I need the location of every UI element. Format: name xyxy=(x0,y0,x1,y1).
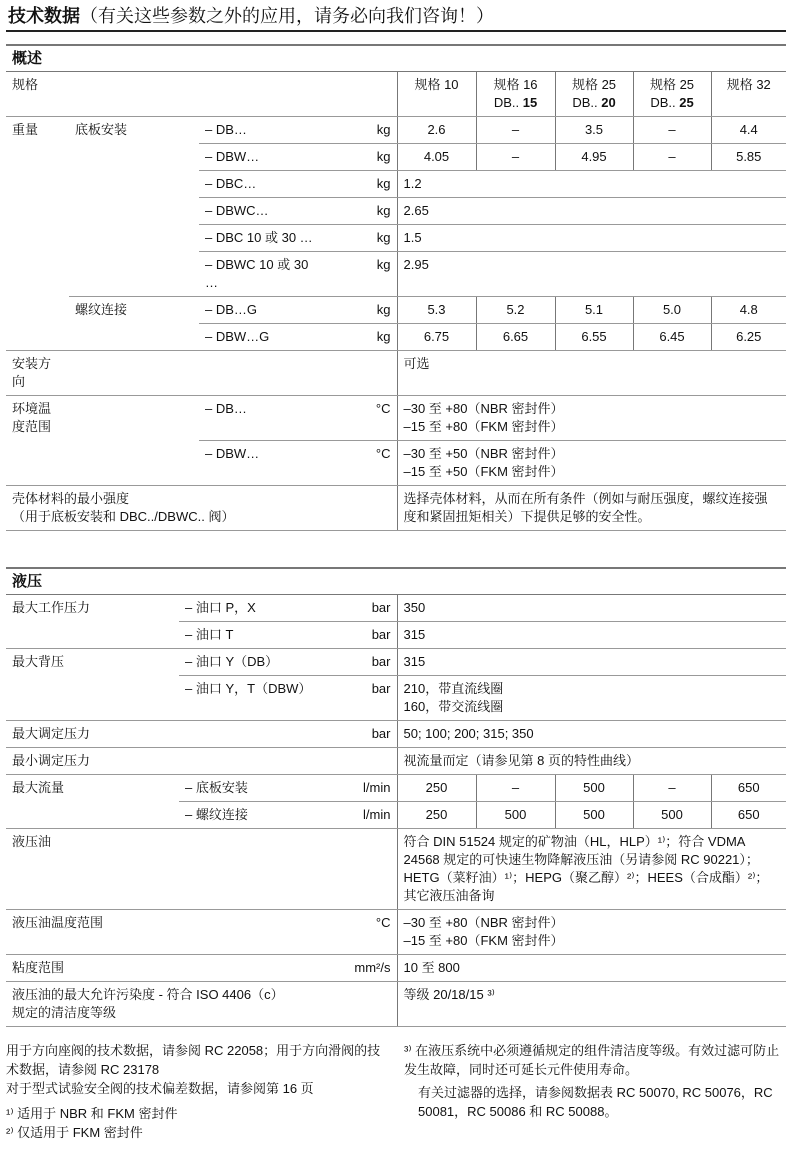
row-sublabel xyxy=(179,955,329,982)
unit-cell xyxy=(329,748,397,775)
value-cell: – xyxy=(633,144,711,171)
row-variant: – DBC 10 或 30 … xyxy=(199,225,329,252)
spec-column-header: 规格 25 DB.. 25 xyxy=(633,72,711,117)
row-sublabel xyxy=(69,252,199,297)
unit-cell: kg xyxy=(329,324,397,351)
spec-column-header: 规格 16 DB.. 15 xyxy=(476,72,555,117)
unit-cell: kg xyxy=(329,144,397,171)
footnotes-left xyxy=(6,1041,391,1142)
table-row xyxy=(6,721,786,748)
row-variant: – DB… xyxy=(199,117,329,144)
value-cell: 1.5 xyxy=(397,225,786,252)
spec-label: 规格 xyxy=(6,72,329,117)
value-cell: 210，带直流线圈 160，带交流线圈 xyxy=(397,676,786,721)
unit-cell xyxy=(329,486,397,531)
unit-cell: bar xyxy=(329,622,397,649)
row-label: 液压油的最大允许污染度 - 符合 ISO 4406（c） 规定的清洁度等级 xyxy=(6,982,329,1027)
row-sublabel: – 油口 T xyxy=(179,622,329,649)
row-sublabel: – 底板安装 xyxy=(179,775,329,802)
table-row xyxy=(6,171,786,198)
table-row xyxy=(6,252,786,297)
value-cell: 视流量而定（请参见第 8 页的特性曲线） xyxy=(397,748,786,775)
value-cell: 6.65 xyxy=(476,324,555,351)
table-row xyxy=(6,595,786,622)
row-sublabel xyxy=(179,910,329,955)
row-label: 安装方向 xyxy=(6,351,69,396)
unit-cell: mm²/s xyxy=(329,955,397,982)
footnotes-right xyxy=(404,1041,784,1142)
footnote: 有关过滤器的选择，请参阅数据表 RC 50070, RC 50076，RC 50081，RC 50086 和 RC 50088。 xyxy=(418,1085,773,1119)
row-label xyxy=(6,441,69,486)
table-row xyxy=(6,982,786,1027)
table-row xyxy=(6,676,786,721)
value-cell: 500 xyxy=(476,802,555,829)
row-sublabel: – 油口 Y，T（DBW） xyxy=(179,676,329,721)
table-row xyxy=(6,910,786,955)
unit-cell: l/min xyxy=(329,802,397,829)
value-cell: 2.65 xyxy=(397,198,786,225)
spec-column-header: 规格 32 xyxy=(711,72,786,117)
table-row xyxy=(6,324,786,351)
row-label: 液压油温度范围 xyxy=(6,910,179,955)
value-cell: – xyxy=(633,775,711,802)
value-cell: 50; 100; 200; 315; 350 xyxy=(397,721,786,748)
value-cell: 5.2 xyxy=(476,297,555,324)
footnote: ¹⁾ 适用于 NBR 和 FKM 密封件 xyxy=(6,1106,178,1121)
footnote: ²⁾ 仅适用于 FKM 密封件 xyxy=(6,1125,143,1140)
unit-cell: bar xyxy=(329,649,397,676)
unit-cell: bar xyxy=(329,676,397,721)
row-sublabel xyxy=(179,721,329,748)
value-cell: 10 至 800 xyxy=(397,955,786,982)
value-cell: 650 xyxy=(711,802,786,829)
overview-section xyxy=(6,44,786,531)
table-row xyxy=(6,198,786,225)
value-cell: 4.4 xyxy=(711,117,786,144)
table-row xyxy=(6,622,786,649)
value-cell: –30 至 +80（NBR 密封件） –15 至 +80（FKM 密封件） xyxy=(397,396,786,441)
value-cell: 6.25 xyxy=(711,324,786,351)
row-sublabel xyxy=(69,144,199,171)
row-sublabel xyxy=(69,171,199,198)
row-variant: – DBW…G xyxy=(199,324,329,351)
spec-column-header: 规格 25 DB.. 20 xyxy=(555,72,633,117)
row-variant: – DBW… xyxy=(199,144,329,171)
value-cell: 选择壳体材料，从而在所有条件（例如与耐压强度，螺纹连接强度和紧固扭矩相关）下提供足够的安全性。 xyxy=(397,486,786,531)
row-variant: – DB… xyxy=(199,396,329,441)
row-label: 重量 xyxy=(12,122,39,137)
row-sublabel xyxy=(69,198,199,225)
unit-cell: bar xyxy=(329,595,397,622)
value-cell: 500 xyxy=(555,802,633,829)
unit-cell xyxy=(329,351,397,396)
row-sublabel xyxy=(69,225,199,252)
value-cell: – xyxy=(633,117,711,144)
unit-cell: l/min xyxy=(329,775,397,802)
value-cell: 5.3 xyxy=(397,297,476,324)
unit-cell: °C xyxy=(329,396,397,441)
value-cell: 6.75 xyxy=(397,324,476,351)
table-row xyxy=(6,225,786,252)
table-row xyxy=(6,297,786,324)
unit-cell: kg xyxy=(329,117,397,144)
row-label: 壳体材料的最小强度 （用于底板安装和 DBC../DBWC.. 阀） xyxy=(6,486,329,531)
row-label xyxy=(6,252,69,297)
row-label: 最大调定压力 xyxy=(6,721,179,748)
value-cell: 500 xyxy=(633,802,711,829)
row-label: 最大流量 xyxy=(12,780,65,795)
unit-cell: bar xyxy=(329,721,397,748)
row-sublabel: – 油口 Y（DB） xyxy=(179,649,329,676)
section-heading: 液压 xyxy=(6,567,786,595)
row-sublabel: – 油口 P，X xyxy=(179,595,329,622)
row-sublabel xyxy=(69,351,199,396)
value-cell: 6.45 xyxy=(633,324,711,351)
value-cell: –30 至 +50（NBR 密封件） –15 至 +50（FKM 密封件） xyxy=(397,441,786,486)
footnote: ³⁾ 在液压系统中必须遵循规定的组件清洁度等级。有效过滤可防止发生故障，同时还可延长元件使用寿命。 xyxy=(404,1043,780,1077)
row-label xyxy=(6,324,69,351)
value-cell: 等级 20/18/15 ³⁾ xyxy=(397,982,786,1027)
table-row xyxy=(6,351,786,396)
row-label xyxy=(6,198,69,225)
value-cell: 315 xyxy=(397,622,786,649)
row-label xyxy=(6,622,179,649)
row-label xyxy=(6,802,179,829)
row-variant: – DBW… xyxy=(199,441,329,486)
value-cell: 4.05 xyxy=(397,144,476,171)
value-cell: –30 至 +80（NBR 密封件） –15 至 +80（FKM 密封件） xyxy=(397,910,786,955)
overview-table xyxy=(6,72,786,531)
row-label xyxy=(6,171,69,198)
row-label xyxy=(6,676,179,721)
unit-cell: kg xyxy=(329,171,397,198)
value-cell: 500 xyxy=(555,775,633,802)
value-cell: 6.55 xyxy=(555,324,633,351)
row-label: 环境温度范围 xyxy=(12,401,52,434)
table-row xyxy=(6,649,786,676)
table-row xyxy=(6,486,786,531)
value-cell: 650 xyxy=(711,775,786,802)
unit-cell: kg xyxy=(329,225,397,252)
value-cell: 可选 xyxy=(397,351,786,396)
row-label: 最大工作压力 xyxy=(12,600,91,615)
spec-column-header: 规格 10 xyxy=(397,72,476,117)
value-cell: 4.95 xyxy=(555,144,633,171)
row-variant xyxy=(199,351,329,396)
value-cell: 5.85 xyxy=(711,144,786,171)
unit-cell xyxy=(329,829,397,910)
value-cell: 250 xyxy=(397,775,476,802)
table-row xyxy=(6,117,786,144)
footnotes xyxy=(6,1041,784,1142)
row-sublabel: – 螺纹连接 xyxy=(179,802,329,829)
table-row xyxy=(6,441,786,486)
row-sublabel: 底板安装 xyxy=(75,122,128,137)
value-cell: 1.2 xyxy=(397,171,786,198)
unit-cell: °C xyxy=(329,441,397,486)
footnote: 用于方向座阀的技术数据，请参阅 RC 22058；用于方向滑阀的技术数据，请参阅 RC 23178 xyxy=(6,1043,381,1077)
value-cell: 315 xyxy=(397,649,786,676)
value-cell: 3.5 xyxy=(555,117,633,144)
table-row xyxy=(6,955,786,982)
section-heading: 概述 xyxy=(6,44,786,72)
row-variant: – DB…G xyxy=(199,297,329,324)
row-sublabel xyxy=(179,748,329,775)
value-cell: – xyxy=(476,144,555,171)
unit-cell: kg xyxy=(329,297,397,324)
row-label xyxy=(6,144,69,171)
value-cell: 5.1 xyxy=(555,297,633,324)
unit-cell: kg xyxy=(329,198,397,225)
unit-cell xyxy=(329,72,397,117)
value-cell: 符合 DIN 51524 规定的矿物油（HL，HLP）¹⁾；符合 VDMA 24568 规定的可快速生物降解液压油（另请参阅 RC 90221）；HETG（菜籽油）¹⁾；HEPG（聚乙醇）²⁾；HEES（合成酯）²⁾；其它液压油备询 xyxy=(397,829,786,910)
unit-cell: kg xyxy=(329,252,397,297)
value-cell: – xyxy=(476,117,555,144)
table-row xyxy=(6,802,786,829)
table-row xyxy=(6,748,786,775)
footnote: 对于型式试验安全阀的技术偏差数据，请参阅第 16 页 xyxy=(6,1081,314,1096)
row-label: 最大背压 xyxy=(12,654,65,669)
row-label xyxy=(6,225,69,252)
row-label: 粘度范围 xyxy=(6,955,179,982)
value-cell: 5.0 xyxy=(633,297,711,324)
hydraulic-table xyxy=(6,595,786,1027)
table-header-row xyxy=(6,72,786,117)
row-variant: – DBWC 10 或 30 … xyxy=(199,252,329,297)
value-cell: 2.6 xyxy=(397,117,476,144)
page-title: 技术数据（有关这些参数之外的应用，请务必向我们咨询！） xyxy=(8,6,494,26)
unit-cell xyxy=(329,982,397,1027)
title-divider xyxy=(6,30,786,32)
table-row xyxy=(6,829,786,910)
unit-cell: °C xyxy=(329,910,397,955)
table-row xyxy=(6,396,786,441)
row-sublabel: 螺纹连接 xyxy=(75,302,128,317)
hydraulic-section xyxy=(6,567,786,1027)
value-cell: 4.8 xyxy=(711,297,786,324)
value-cell: 2.95 xyxy=(397,252,786,297)
row-sublabel xyxy=(69,396,199,441)
row-label xyxy=(6,297,69,324)
table-row xyxy=(6,144,786,171)
row-label: 最小调定压力 xyxy=(6,748,179,775)
row-variant: – DBC… xyxy=(199,171,329,198)
row-variant: – DBWC… xyxy=(199,198,329,225)
table-row xyxy=(6,775,786,802)
row-label: 液压油 xyxy=(6,829,179,910)
row-sublabel xyxy=(69,324,199,351)
row-sublabel xyxy=(179,829,329,910)
value-cell: 250 xyxy=(397,802,476,829)
value-cell: 350 xyxy=(397,595,786,622)
row-sublabel xyxy=(69,441,199,486)
value-cell: – xyxy=(476,775,555,802)
